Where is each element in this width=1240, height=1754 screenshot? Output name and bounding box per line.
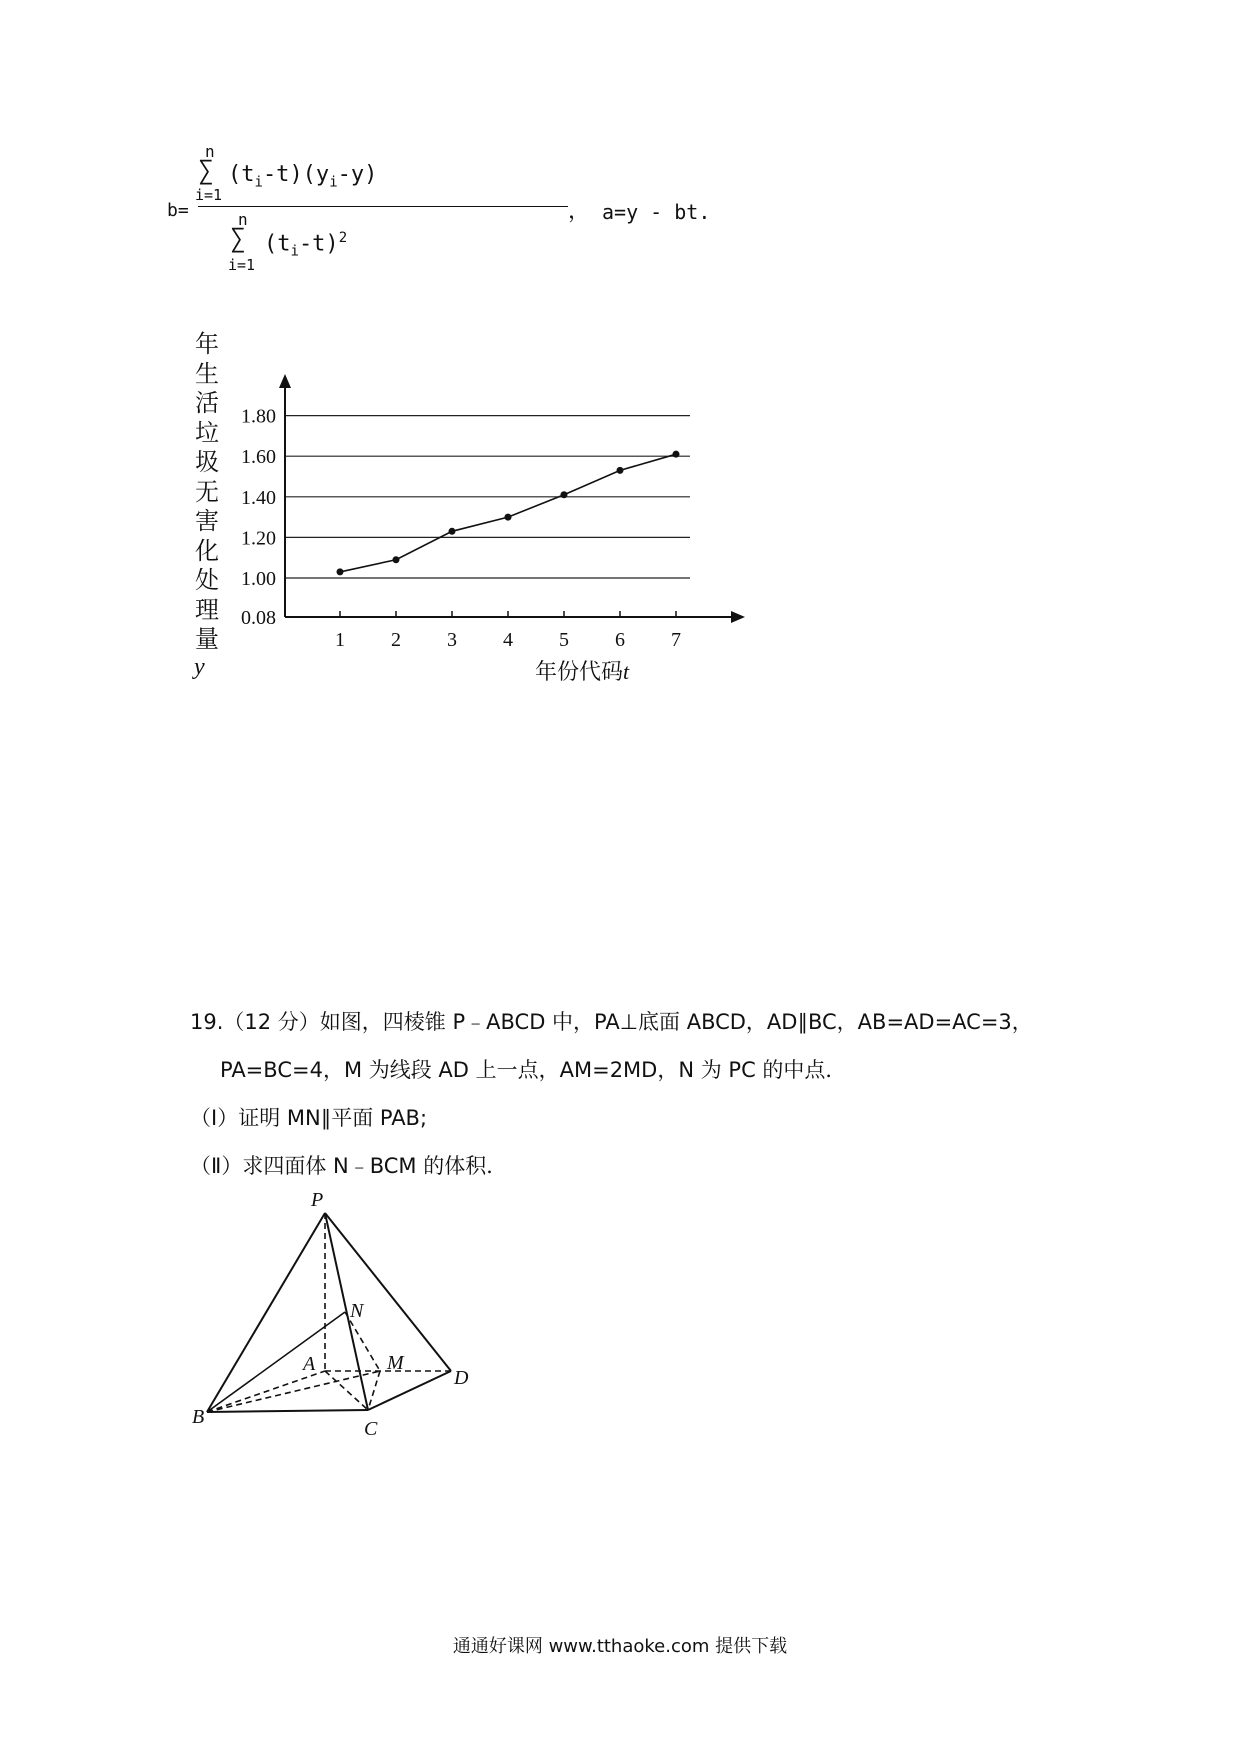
line-chart xyxy=(0,0,1240,720)
x-tick-label: 5 xyxy=(559,629,569,651)
x-tick-label: 3 xyxy=(447,629,457,651)
chart-ylabel-variable: y xyxy=(194,654,205,680)
segment-BM-hidden xyxy=(207,1371,380,1412)
series-line xyxy=(340,454,676,572)
top-sum-index: i=1 xyxy=(195,186,223,204)
x-tick-label: 1 xyxy=(335,629,345,651)
top-sum-symbol: ∑ xyxy=(198,156,214,186)
y-tick-label: 1.00 xyxy=(241,568,276,590)
y-tick-label: 1.80 xyxy=(241,405,276,428)
top-sum-upper: n xyxy=(205,142,215,161)
edge-BC xyxy=(207,1410,368,1412)
y-tick-label: 1.20 xyxy=(241,527,276,550)
ylabel-char: 无 xyxy=(195,477,219,506)
x-tick-label: 2 xyxy=(391,629,401,651)
ylabel-char: 化 xyxy=(195,536,219,565)
bottom-sum-expr: $(t_i-t)^2$ xyxy=(264,230,348,260)
ylabel-char: 理 xyxy=(195,595,219,624)
formula-comma: ， xyxy=(568,199,591,224)
x-tick-label: 6 xyxy=(615,629,625,651)
a-hat-expr: a=y - bt. xyxy=(602,200,711,224)
label-A: A xyxy=(303,1353,316,1375)
top-sum-expr: $(t_i-t)(y_i-y)$ xyxy=(228,162,378,191)
data-point xyxy=(561,491,568,498)
data-point xyxy=(673,451,680,458)
y-tick-label: 0.08 xyxy=(241,607,276,629)
edge-AB-hidden xyxy=(207,1371,325,1412)
data-point xyxy=(449,528,456,535)
ylabel-char: 年 xyxy=(195,330,219,358)
y-tick-label: 1.40 xyxy=(241,486,276,509)
data-point xyxy=(393,556,400,563)
x-axis-arrow xyxy=(731,611,745,623)
problem-19-part1: （Ⅰ）证明 MN∥平面 PAB; xyxy=(190,1106,428,1130)
ylabel-char: 圾 xyxy=(195,448,219,476)
ylabel-char: 量 xyxy=(195,625,219,653)
label-B: B xyxy=(192,1406,205,1428)
problem-19-line1: 19.（12 分）如图，四棱锥 P﹣ABCD 中，PA⊥底面 ABCD，AD∥BC，AB=AD=AC=3， xyxy=(190,1010,1033,1034)
b-hat-label: b= xyxy=(167,200,189,221)
data-point xyxy=(337,568,344,575)
ylabel-char: 活 xyxy=(195,389,219,417)
problem-19-part2: （Ⅱ）求四面体 N﹣BCM 的体积． xyxy=(190,1154,508,1178)
x-tick-label: 4 xyxy=(503,629,513,651)
edge-CD xyxy=(368,1371,451,1410)
chart-xlabel: 年份代码t xyxy=(535,659,630,685)
edge-PD xyxy=(325,1213,451,1371)
x-tick-label: 7 xyxy=(671,629,681,651)
label-C: C xyxy=(364,1418,378,1440)
ylabel-char: 处 xyxy=(195,566,219,594)
edge-PB xyxy=(207,1213,325,1412)
label-D: D xyxy=(454,1367,469,1389)
y-axis-arrow xyxy=(279,374,291,388)
data-point xyxy=(505,514,512,521)
bottom-sum-upper: n xyxy=(238,210,248,229)
bottom-sum-index: i=1 xyxy=(228,256,256,274)
ylabel-char: 垃 xyxy=(195,418,219,447)
y-tick-label: 1.60 xyxy=(241,446,276,469)
label-N: N xyxy=(350,1300,364,1322)
ylabel-char: 生 xyxy=(195,359,219,388)
problem-19-line2: PA=BC=4，M 为线段 AD 上一点，AM=2MD，N 为 PC 的中点． xyxy=(220,1058,847,1082)
bottom-sum-symbol: ∑ xyxy=(230,224,246,254)
pyramid-figure xyxy=(180,1185,500,1445)
data-point xyxy=(617,467,624,474)
label-M: M xyxy=(387,1352,404,1374)
ylabel-char: 害 xyxy=(195,507,219,535)
label-P: P xyxy=(311,1189,324,1211)
page-footer: 通通好课网 www.tthaoke.com 提供下载 xyxy=(452,1636,788,1657)
